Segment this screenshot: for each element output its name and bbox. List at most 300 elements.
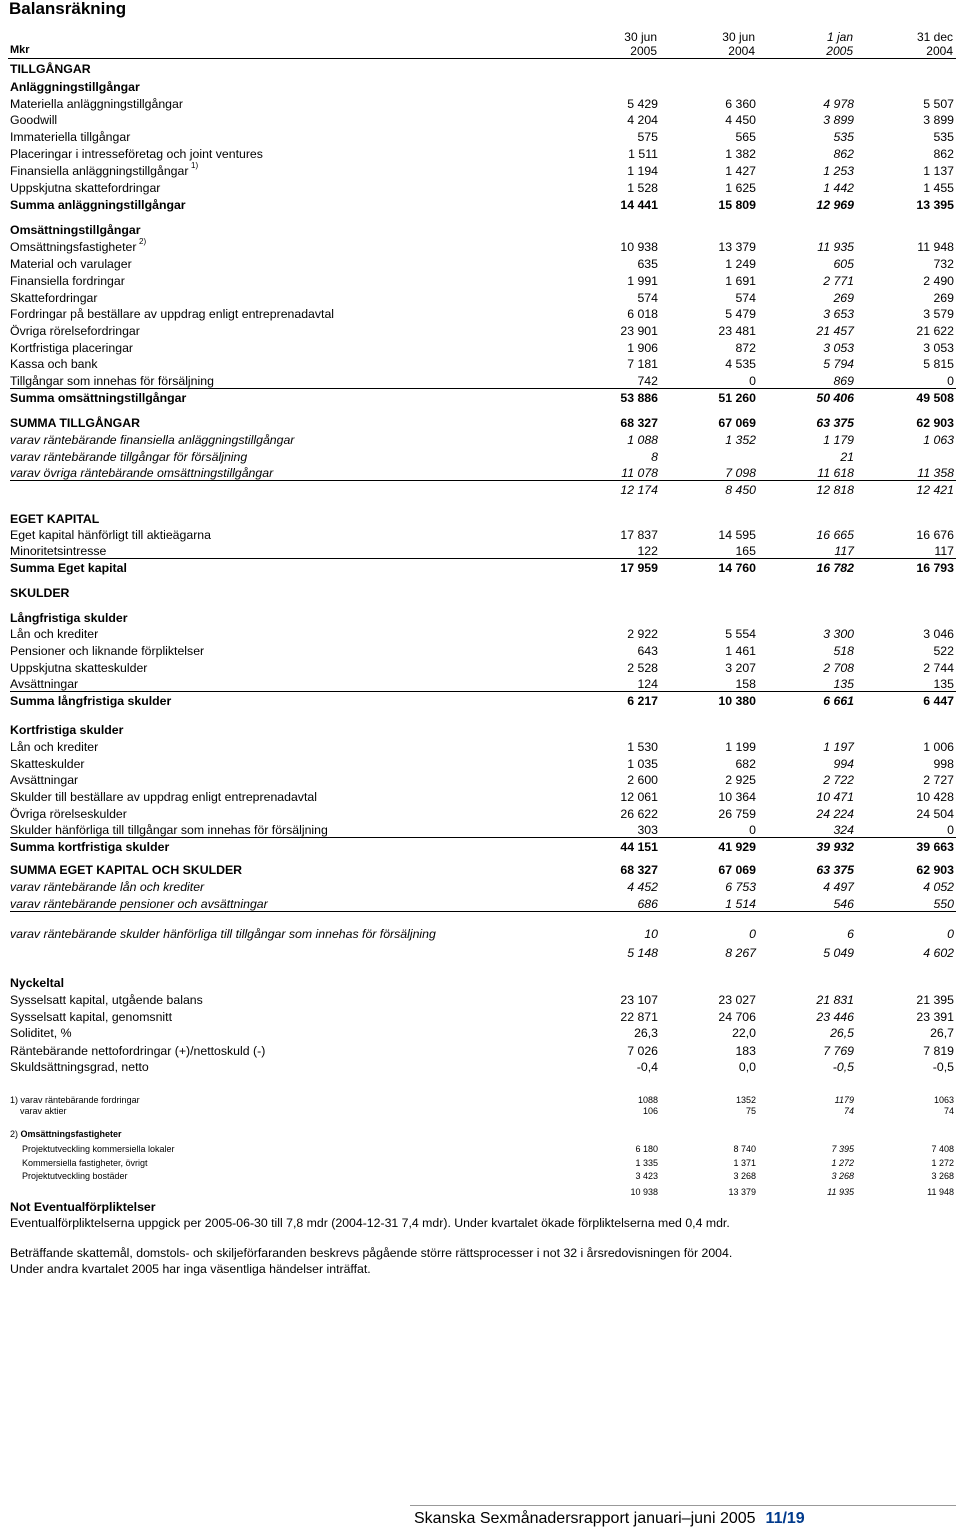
cell-value: 3 268 [733, 1171, 756, 1181]
row-label: Immateriella tillgångar [10, 130, 131, 144]
cell-value: 26 622 [620, 807, 658, 821]
cell-value: 75 [745, 1106, 756, 1116]
cell-value: 1 906 [627, 341, 658, 355]
cell-value: 565 [735, 130, 756, 144]
footnote-row [10, 1186, 956, 1199]
cell-value: 4 204 [627, 113, 658, 127]
table-row [10, 822, 956, 838]
cell-value: 10 938 [630, 1187, 658, 1197]
table-row [10, 756, 956, 772]
cell-value: 10 471 [816, 790, 854, 804]
cell-value: 8 740 [733, 1144, 756, 1154]
cell-value: 6 661 [823, 694, 854, 708]
cell-value: 2 925 [725, 773, 756, 787]
cell-value: 8 450 [725, 483, 756, 497]
cell-value: 3 053 [923, 341, 954, 355]
note-eventual-text: Eventualförpliktelserna uppgick per 2005-06-30 till 7,8 mdr (2004-12-31 7,4 mdr). Under kvartalet ökade förpliktelserna med 0,4 mdr. [10, 1216, 730, 1230]
cell-value: 546 [833, 897, 854, 911]
cell-value: 11 948 [927, 1187, 954, 1197]
cell-value: 6 753 [725, 880, 756, 894]
cell-value: 682 [735, 757, 756, 771]
cell-value: 0 [947, 823, 954, 837]
cell-value: 1 197 [823, 740, 854, 754]
note-skatt-1: Beträffande skattemål, domstols- och skiljeförfaranden beskrevs pågående större rättsprocesser i not 32 i årsredovisningen för 2004. [10, 1246, 733, 1260]
cell-value: 5 815 [923, 357, 954, 371]
cell-value: 22 871 [620, 1010, 658, 1024]
cell-value: -0,5 [832, 1060, 854, 1074]
cell-value: 22,0 [732, 1026, 756, 1040]
row-label: Tillgångar som innehas för försäljning [10, 374, 214, 388]
cell-value: 26,7 [930, 1026, 954, 1040]
row-label: varav räntebärande finansiella anläggningstillgångar [10, 433, 295, 447]
cell-value: 6 180 [635, 1144, 658, 1154]
table-row [10, 290, 956, 306]
cell-value: 11 078 [621, 466, 658, 480]
row-label: Lån och krediter [10, 627, 99, 641]
cell-value: 575 [637, 130, 658, 144]
row-label: SUMMA TILLGÅNGAR [10, 416, 141, 430]
cell-value: 4 497 [823, 880, 854, 894]
cell-value: 1 253 [823, 164, 854, 178]
cell-value: 11 618 [817, 466, 854, 480]
cell-value: 15 809 [718, 198, 756, 212]
cell-value: 1 461 [725, 644, 756, 658]
cell-value: 44 151 [620, 840, 658, 854]
table-row [10, 239, 956, 255]
row-label: Eget kapital hänförligt till aktieägarna [10, 528, 211, 542]
cell-value: 2 708 [823, 661, 854, 675]
cell-value: 1 249 [725, 257, 756, 271]
cell-value: 2 922 [627, 627, 658, 641]
cell-value: 53 886 [620, 391, 658, 405]
cell-value: 742 [637, 374, 658, 388]
row-label: Finansiella anläggningstillgångar [10, 164, 189, 178]
header-rule [8, 58, 956, 59]
cell-value: 17 837 [620, 528, 658, 542]
cell-value: 1 035 [627, 757, 658, 771]
footnote-2-heading: 2) Omsättningsfastigheter [10, 1129, 122, 1139]
cell-value: 135 [833, 677, 854, 691]
column-header-4: 31 dec 2004 [916, 30, 953, 58]
cell-value: 106 [642, 1106, 658, 1116]
cell-value: 16 793 [916, 561, 954, 575]
table-row [10, 415, 956, 431]
row-label: Avsättningar [10, 677, 79, 691]
cell-value: 67 069 [718, 863, 756, 877]
cell-value: 0 [947, 374, 954, 388]
cell-value: 1 335 [635, 1158, 658, 1168]
table-row [10, 926, 956, 942]
cell-value: 23 481 [718, 324, 756, 338]
cell-value: 10 938 [620, 240, 658, 254]
cell-value: 16 676 [916, 528, 954, 542]
cell-value: 0 [749, 374, 756, 388]
row-label: Projektutveckling kommersiella lokaler [22, 1144, 175, 1154]
cell-value: 21 622 [916, 324, 954, 338]
cell-value: 1 427 [725, 164, 756, 178]
row-label: Avsättningar [10, 773, 79, 787]
cell-value: 24 504 [916, 807, 954, 821]
cell-value: 7 769 [823, 1044, 854, 1058]
cell-value: 5 148 [627, 946, 658, 960]
cell-value: 535 [833, 130, 854, 144]
cell-value: 6 018 [627, 307, 658, 321]
cell-value: 39 932 [816, 840, 854, 854]
table-row [10, 340, 956, 356]
cell-value: 124 [637, 677, 658, 691]
section-langfristiga: Långfristiga skulder [10, 611, 128, 625]
cell-value: 2 771 [823, 274, 854, 288]
cell-value: 12 818 [816, 483, 854, 497]
row-label: Fordringar på beställare av uppdrag enligt entreprenadavtal [10, 307, 335, 321]
cell-value: 1 528 [627, 181, 658, 195]
cell-value: 117 [834, 544, 854, 558]
cell-value: 1 455 [923, 181, 954, 195]
cell-value: 2 727 [923, 773, 954, 787]
cell-value: 1179 [834, 1095, 854, 1105]
cell-value: 7 395 [831, 1144, 854, 1154]
cell-value: 1 691 [725, 274, 756, 288]
row-label: Placeringar i intresseföretag och joint ventures [10, 147, 263, 161]
cell-value: 5 507 [923, 97, 954, 111]
cell-value: 0 [947, 927, 954, 941]
cell-value: 732 [933, 257, 954, 271]
cell-value: 23 391 [916, 1010, 954, 1024]
cell-value: 303 [637, 823, 658, 837]
cell-value: 2 528 [627, 661, 658, 675]
cell-value: 998 [933, 757, 954, 771]
section-omsattning: Omsättningstillgångar [10, 223, 141, 237]
table-row [10, 527, 956, 543]
cell-value: 4 452 [627, 880, 658, 894]
row-label: Pensioner och liknande förpliktelser [10, 644, 205, 658]
cell-value: 3 300 [823, 627, 854, 641]
row-label: Övriga rörelseskulder [10, 807, 127, 821]
row-label: Kassa och bank [10, 357, 98, 371]
cell-value: 1 991 [627, 274, 658, 288]
table-row [10, 806, 956, 822]
cell-value: 5 429 [627, 97, 658, 111]
row-label: Goodwill [10, 113, 58, 127]
cell-value: 6 360 [725, 97, 756, 111]
cell-value: 1 371 [733, 1158, 756, 1168]
cell-value: 518 [833, 644, 854, 658]
cell-value: 1 352 [725, 433, 756, 447]
cell-value: 550 [933, 897, 954, 911]
cell-value: 3 423 [635, 1171, 658, 1181]
cell-value: 68 327 [620, 416, 658, 430]
cell-value: 0 [749, 927, 756, 941]
cell-value: 862 [833, 147, 854, 161]
cell-value: 4 535 [725, 357, 756, 371]
row-label: varav övriga räntebärande omsättningstillgångar [10, 466, 274, 480]
footer-rule [410, 1505, 956, 1506]
cell-value: 74 [843, 1106, 854, 1116]
cell-value: 12 174 [620, 483, 658, 497]
cell-value: 11 935 [827, 1187, 854, 1197]
table-row [10, 306, 956, 322]
cell-value: 643 [637, 644, 658, 658]
table-row [10, 839, 956, 855]
table-row [10, 432, 956, 448]
row-label: Sysselsatt kapital, genomsnitt [10, 1010, 172, 1024]
section-kortfristiga: Kortfristiga skulder [10, 723, 124, 737]
table-row [10, 1043, 956, 1059]
row-label: Kortfristiga placeringar [10, 341, 134, 355]
cell-value: 7 408 [931, 1144, 954, 1154]
cell-value: 13 379 [718, 240, 756, 254]
cell-value: 8 267 [725, 946, 756, 960]
row-label: Summa långfristiga skulder [10, 694, 172, 708]
table-row [10, 256, 956, 272]
table-row [10, 180, 956, 196]
cell-value: 1 272 [831, 1158, 854, 1168]
row-label: Summa Eget kapital [10, 561, 127, 575]
cell-value: 49 508 [916, 391, 954, 405]
cell-value: 24 706 [718, 1010, 756, 1024]
row-label: Kommersiella fastigheter, övrigt [22, 1158, 148, 1168]
cell-value: 26,5 [830, 1026, 854, 1040]
section-skulder: SKULDER [10, 586, 70, 600]
cell-value: 2 600 [627, 773, 658, 787]
row-label: Summa kortfristiga skulder [10, 840, 170, 854]
cell-value: 10 428 [916, 790, 954, 804]
cell-value: 4 450 [725, 113, 756, 127]
table-row [10, 693, 956, 709]
cell-value: 1 514 [725, 897, 756, 911]
row-label: Övriga rörelsefordringar [10, 324, 140, 338]
row-label: Minoritetsintresse [10, 544, 107, 558]
row-label: 1) varav räntebärande fordringar [10, 1095, 140, 1105]
cell-value: 14 595 [718, 528, 756, 542]
cell-value: 21 457 [816, 324, 854, 338]
cell-value: 63 375 [816, 863, 854, 877]
cell-value: 686 [637, 897, 658, 911]
cell-value: 574 [735, 291, 756, 305]
section-tillgangar: TILLGÅNGAR [10, 62, 91, 76]
table-row [10, 772, 956, 788]
cell-value: 522 [933, 644, 954, 658]
row-label: Omsättningsfastigheter [10, 240, 137, 254]
cell-value: 1 272 [931, 1158, 954, 1168]
cell-value: 12 969 [816, 198, 854, 212]
cell-value: 6 447 [923, 694, 954, 708]
section-anlaggning: Anläggningstillgångar [10, 80, 140, 94]
cell-value: 3 207 [725, 661, 756, 675]
cell-value: 26 759 [718, 807, 756, 821]
cell-value: 269 [833, 291, 854, 305]
cell-value: 3 268 [931, 1171, 954, 1181]
table-row [10, 323, 956, 339]
cell-value: 869 [833, 374, 854, 388]
cell-value: 6 217 [627, 694, 658, 708]
table-row [10, 465, 956, 481]
table-row [10, 1009, 956, 1025]
table-row [10, 896, 956, 912]
cell-value: 535 [933, 130, 954, 144]
cell-value: 1 382 [725, 147, 756, 161]
footnote-marker: 2) [139, 237, 147, 246]
table-row [10, 879, 956, 895]
cell-value: 23 107 [620, 993, 658, 1007]
table-row [10, 1059, 956, 1075]
cell-value: 3 268 [831, 1171, 854, 1181]
cell-value: 14 760 [718, 561, 756, 575]
cell-value: 1 179 [823, 433, 854, 447]
cell-value: 24 224 [816, 807, 854, 821]
cell-value: 1 088 [627, 433, 658, 447]
cell-value: 1 442 [823, 181, 854, 195]
cell-value: 62 903 [916, 416, 954, 430]
row-label: varav aktier [20, 1106, 67, 1116]
cell-value: 1352 [735, 1095, 756, 1105]
note-skatt-2: Under andra kvartalet 2005 har inga väsentliga händelser inträffat. [10, 1262, 371, 1276]
cell-value: 41 929 [718, 840, 756, 854]
cell-value: 63 375 [816, 416, 854, 430]
cell-value: 11 948 [917, 240, 954, 254]
cell-value: 1 199 [725, 740, 756, 754]
cell-value: 269 [933, 291, 954, 305]
row-label: Summa omsättningstillgångar [10, 391, 187, 405]
cell-value: 8 [651, 450, 658, 464]
cell-value: 3 899 [823, 113, 854, 127]
footnote-row [10, 1170, 956, 1183]
table-row [10, 543, 956, 559]
cell-value: 7 819 [923, 1044, 954, 1058]
cell-value: 26,3 [634, 1026, 658, 1040]
cell-value: 4 978 [823, 97, 854, 111]
section-eget-kapital: EGET KAPITAL [10, 512, 100, 526]
cell-value: 635 [637, 257, 658, 271]
cell-value: 1 063 [923, 433, 954, 447]
table-row [10, 660, 956, 676]
cell-value: 39 663 [916, 840, 954, 854]
footnote-row [10, 1105, 956, 1118]
cell-value: 1088 [637, 1095, 658, 1105]
column-header-2: 30 jun 2004 [722, 30, 755, 58]
cell-value: 574 [637, 291, 658, 305]
cell-value: 5 554 [725, 627, 756, 641]
cell-value: 3 053 [823, 341, 854, 355]
cell-value: 0 [749, 823, 756, 837]
cell-value: 13 379 [728, 1187, 756, 1197]
cell-value: 17 959 [620, 561, 658, 575]
row-label: Finansiella fordringar [10, 274, 125, 288]
row-label: Skulder hänförliga till tillgångar som innehas för försäljning [10, 823, 328, 837]
row-label: Sysselsatt kapital, utgående balans [10, 993, 203, 1007]
cell-value: 12 421 [916, 483, 954, 497]
cell-value: 994 [833, 757, 854, 771]
cell-value: 23 901 [620, 324, 658, 338]
cell-value: 68 327 [620, 863, 658, 877]
cell-value: 158 [735, 677, 756, 691]
cell-value: 21 395 [916, 993, 954, 1007]
table-row [10, 1025, 956, 1041]
cell-value: 135 [933, 677, 954, 691]
cell-value: 11 358 [917, 466, 954, 480]
table-row [10, 390, 956, 406]
cell-value: -0,4 [636, 1060, 658, 1074]
cell-value: 5 794 [823, 357, 854, 371]
unit-label: Mkr [10, 44, 30, 56]
table-row [10, 643, 956, 659]
cell-value: 14 441 [620, 198, 658, 212]
table-row [10, 449, 956, 465]
section-nyckeltal: Nyckeltal [10, 976, 65, 990]
row-label: varav räntebärande tillgångar för försäljning [10, 450, 248, 464]
cell-value: 12 061 [620, 790, 658, 804]
footnote-row [10, 1143, 956, 1156]
cell-value: 2 722 [823, 773, 854, 787]
row-label: Lån och krediter [10, 740, 99, 754]
row-label: Summa anläggningstillgångar [10, 198, 186, 212]
cell-value: 862 [933, 147, 954, 161]
page-title: Balansräkning [9, 0, 127, 18]
row-label: SUMMA EGET KAPITAL OCH SKULDER [10, 863, 243, 877]
cell-value: 23 446 [816, 1010, 854, 1024]
table-row [10, 96, 956, 112]
cell-value: 117 [934, 544, 954, 558]
row-label: varav räntebärande pensioner och avsättningar [10, 897, 268, 911]
cell-value: 1063 [933, 1095, 954, 1105]
row-label: Skatteskulder [10, 757, 85, 771]
cell-value: 1 625 [725, 181, 756, 195]
cell-value: 4 052 [923, 880, 954, 894]
table-row [10, 373, 956, 389]
row-label: Skattefordringar [10, 291, 98, 305]
cell-value: 1 137 [923, 164, 954, 178]
row-label: Soliditet, % [10, 1026, 72, 1040]
cell-value: 5 479 [725, 307, 756, 321]
cell-value: 6 [847, 927, 854, 941]
cell-value: 7 098 [725, 466, 756, 480]
cell-value: -0,5 [932, 1060, 954, 1074]
table-row [10, 992, 956, 1008]
cell-value: 1 006 [923, 740, 954, 754]
cell-value: 7 026 [627, 1044, 658, 1058]
table-row [10, 273, 956, 289]
cell-value: 50 406 [816, 391, 854, 405]
cell-value: 1 511 [628, 147, 658, 161]
table-row [10, 560, 956, 576]
cell-value: 67 069 [718, 416, 756, 430]
table-row [10, 482, 956, 498]
row-label: Projektutveckling bostäder [22, 1171, 128, 1181]
column-header-1: 30 jun 2005 [624, 30, 657, 58]
table-row [10, 112, 956, 128]
cell-value: 10 380 [718, 694, 756, 708]
cell-value: 324 [833, 823, 854, 837]
cell-value: 16 782 [816, 561, 854, 575]
row-label: varav räntebärande lån och krediter [10, 880, 205, 894]
cell-value: 5 049 [823, 946, 854, 960]
cell-value: 3 899 [923, 113, 954, 127]
cell-value: 74 [943, 1106, 954, 1116]
table-row [10, 129, 956, 145]
table-row [10, 789, 956, 805]
cell-value: 21 831 [816, 993, 854, 1007]
cell-value: 10 [644, 927, 658, 941]
cell-value: 1 194 [627, 164, 658, 178]
cell-value: 13 395 [916, 198, 954, 212]
table-row [10, 163, 956, 179]
cell-value: 3 653 [823, 307, 854, 321]
note-eventual-heading: Not Eventualförpliktelser [10, 1200, 156, 1214]
row-label: Materiella anläggningstillgångar [10, 97, 183, 111]
footnote-marker: 1) [191, 161, 199, 170]
cell-value: 3 046 [923, 627, 954, 641]
cell-value: 16 665 [816, 528, 854, 542]
